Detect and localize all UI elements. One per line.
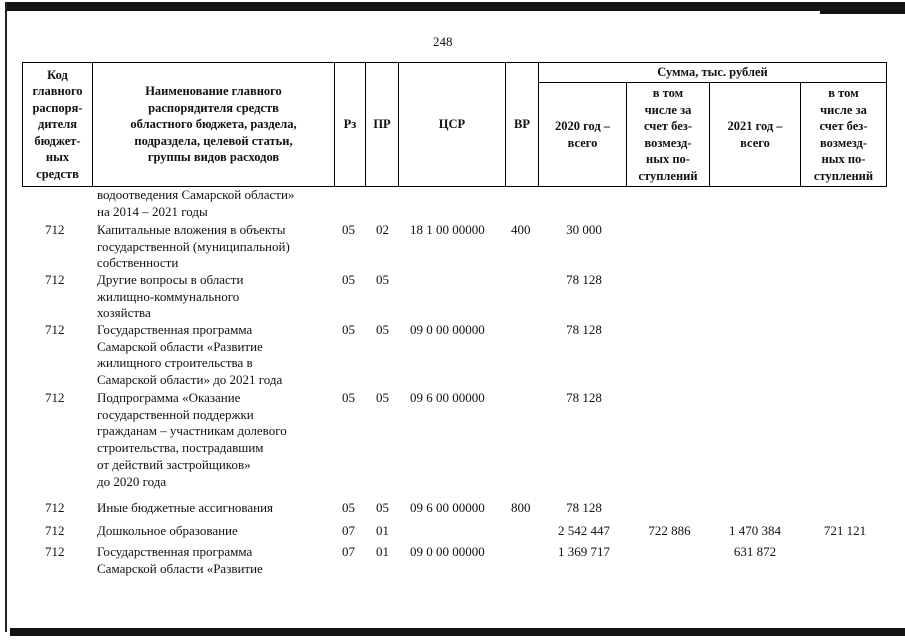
row-rz: 07 [342,544,355,559]
header-2020-incl-line: ных по- [646,152,690,166]
row-csr: 18 1 00 00000 [410,222,485,237]
header-2020-line: 2020 год – [554,119,611,133]
row-name [97,500,273,517]
header-code [23,63,92,186]
header-2020-incl-line: возмезд- [644,135,692,150]
header-code-line: главного [32,84,83,99]
header-2020-incl-line: числе за [644,102,692,117]
header-name-line: подраздела, целевой статьи, [134,133,293,148]
header-2021-gratuitous [801,83,886,186]
row-name-line: Дошкольное образование [97,523,238,538]
row-vr: 800 [511,500,531,515]
row-rz: 05 [342,500,355,515]
header-2020-line: всего [567,135,598,150]
row-sum-2020: 78 128 [566,500,602,515]
row-pr: 05 [376,322,389,337]
row-sum-2020: 78 128 [566,322,602,337]
row-name-line: жилищного строительства в [97,355,253,371]
row-pr: 05 [376,500,389,515]
row-name [97,544,263,577]
row-name-line: собственности [97,255,179,271]
scan-border-left [5,2,7,632]
header-2021-incl-line: в том [828,86,859,100]
row-sum-2020-gratuitous: 722 886 [648,523,691,538]
row-pr: 05 [376,272,389,287]
row-name-line: государственной поддержки [97,406,254,422]
row-name-line: Иные бюджетные ассигнования [97,500,274,515]
row-name-line: гражданам – участникам долевого [97,423,287,439]
row-name-line: Самарской области «Развитие [97,338,263,354]
header-code-line: ных [45,150,70,165]
header-2021-line: 2021 год – [727,119,783,133]
row-pr: 02 [376,222,389,237]
row-sum-2020: 78 128 [566,272,602,287]
row-name-line: Другие вопросы в области [97,272,244,287]
scan-border-top [6,2,905,11]
row-csr: 09 0 00 00000 [410,322,485,337]
header-code-line: распоря- [32,100,83,115]
header-2020-incl-line: ступлений [638,168,698,183]
header-sum: Сумма, тыс. рублей [657,65,768,80]
row-name-line: строительства, пострадавшим [97,440,264,456]
row-code: 712 [45,322,65,337]
row-name [97,222,290,272]
row-name-line: Подпрограмма «Оказание [97,390,241,405]
header-name-line: распорядителя средств [148,100,279,115]
header-2021-total [710,83,800,186]
header-vr: ВР [514,117,530,132]
row-code: 712 [45,222,65,237]
row-name-line: от действий застройщиков» [97,456,251,472]
row-name-line: Государственная программа [97,544,253,559]
row-name-line: государственной (муниципальной) [97,238,290,254]
row-code: 712 [45,272,65,287]
row-code: 712 [45,500,65,515]
row-name-line: Самарской области» до 2021 года [97,372,283,388]
row-name-line: водоотведения Самарской области» [97,187,295,202]
header-code-line: дителя [38,117,77,132]
header-code-line: средств [36,166,79,181]
header-2021-incl-line: числе за [820,102,867,117]
row-rz: 05 [342,322,355,337]
header-2020-gratuitous [627,83,709,186]
row-name-line: жилищно-коммунального [97,288,240,304]
row-name-line: Самарской области «Развитие [97,560,263,576]
row-vr: 400 [511,222,531,237]
row-code: 712 [45,544,65,559]
row-csr: 09 6 00 00000 [410,390,485,405]
row-pr: 01 [376,544,389,559]
row-sum-2021: 631 872 [733,544,777,559]
row-name [97,187,294,220]
row-name-line: Государственная программа [97,322,253,337]
row-sum-2021: 1 470 384 [729,523,781,538]
header-csr: ЦСР [438,117,466,132]
row-rz: 07 [342,523,355,538]
row-name [97,322,282,389]
row-sum-2020: 1 369 717 [558,544,610,559]
page-number: 248 [433,34,453,49]
header-2020-incl-line: счет без- [644,119,692,133]
row-code: 712 [45,523,65,538]
row-name-line: до 2020 года [97,473,167,489]
row-csr: 09 0 00 00000 [410,544,485,559]
header-2021-incl-line: ных по- [821,152,866,166]
row-rz: 05 [342,272,355,287]
row-name [97,523,238,540]
row-name-line: хозяйства [97,305,151,321]
header-name-line: группы видов расходов [147,150,280,165]
row-csr: 09 6 00 00000 [410,500,485,515]
row-name-line: Капитальные вложения в объекты [97,222,286,237]
header-vline-10 [886,62,887,187]
row-pr: 05 [376,390,389,405]
row-sum-2020: 30 000 [566,222,602,237]
row-rz: 05 [342,390,355,405]
header-name [93,63,334,186]
row-name [97,272,243,322]
row-pr: 01 [376,523,389,538]
row-name-line: на 2014 – 2021 годы [97,203,208,219]
header-name-line: Наименование главного [145,84,282,99]
row-sum-2021-gratuitous: 721 121 [823,523,867,538]
header-pr: ПР [373,117,391,132]
scan-border-top-right [820,2,905,14]
header-2021-incl-line: счет без- [819,119,868,133]
header-2021-incl-line: ступлений [813,168,874,183]
scan-border-bottom [10,628,905,636]
row-name [97,390,287,490]
row-code: 712 [45,390,65,405]
header-rz: Рз [343,117,357,132]
header-name-line: областного бюджета, раздела, [130,117,297,132]
header-2021-incl-line: возмезд- [819,135,868,150]
header-2020-incl-line: в том [652,86,684,100]
header-code-line: Код [47,67,68,82]
header-2021-line: всего [740,135,770,150]
row-sum-2020: 78 128 [566,390,602,405]
row-rz: 05 [342,222,355,237]
header-code-line: бюджет- [34,133,81,148]
row-sum-2020: 2 542 447 [558,523,610,538]
header-2020-total [539,83,626,186]
